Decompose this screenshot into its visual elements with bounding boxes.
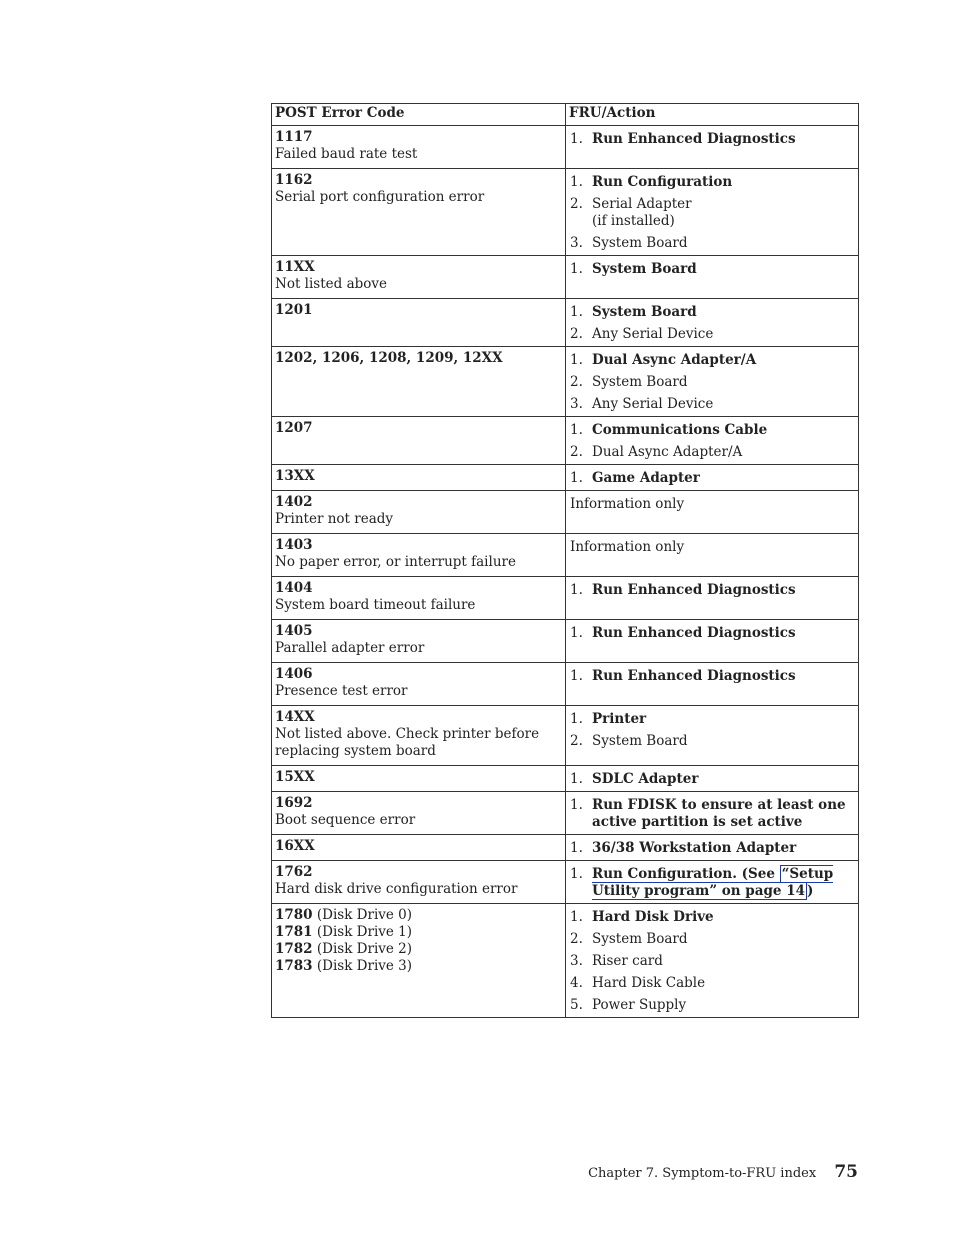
error-code-cell [272, 706, 566, 766]
action-number: 2. [570, 326, 583, 342]
error-code-cell [272, 835, 566, 861]
action-list [570, 909, 854, 1014]
fru-action-cell [566, 577, 859, 620]
action-text: System Board [592, 931, 688, 947]
action-text-suffix: ) [807, 883, 814, 899]
action-number: 2. [570, 444, 583, 460]
error-code-cell [272, 417, 566, 465]
action-number: 1. [570, 352, 583, 368]
action-number: 1. [570, 866, 583, 882]
action-list [570, 771, 854, 788]
table-row [272, 861, 859, 904]
error-code: 1405 [275, 623, 313, 639]
action-text: Dual Async Adapter/A [592, 444, 743, 460]
action-list [570, 174, 854, 252]
column-header-post-error-code: POST Error Code [272, 104, 566, 126]
action-list [570, 582, 854, 599]
error-description: Parallel adapter error [275, 640, 425, 656]
action-number: 2. [570, 733, 583, 749]
action-item [570, 975, 854, 992]
fru-action-cell [566, 835, 859, 861]
action-text: Serial Adapter (if installed) [592, 196, 692, 229]
action-text: Run Configuration [592, 174, 733, 190]
fru-action-cell [566, 663, 859, 706]
action-item [570, 174, 854, 191]
error-description: Boot sequence error [275, 812, 416, 828]
action-list [570, 261, 854, 278]
table-row [272, 299, 859, 347]
error-code: 1762 [275, 864, 313, 880]
action-number: 1. [570, 131, 583, 147]
fru-action-cell [566, 766, 859, 792]
fru-action-cell [566, 491, 859, 534]
action-number: 1. [570, 909, 583, 925]
error-code: 1117 [275, 129, 313, 145]
table-row [272, 620, 859, 663]
table-row [272, 792, 859, 835]
action-number: 3. [570, 953, 583, 969]
fru-action-cell [566, 299, 859, 347]
action-item [570, 733, 854, 750]
action-number: 1. [570, 840, 583, 856]
error-code: 1780 [275, 907, 313, 923]
chapter-title: Chapter 7. Symptom-to-FRU index [588, 1166, 817, 1181]
error-code: 15XX [275, 769, 315, 785]
error-code-cell [272, 792, 566, 835]
action-item [570, 797, 854, 831]
action-number: 3. [570, 235, 583, 251]
error-code: 13XX [275, 468, 315, 484]
error-code-line [275, 924, 562, 941]
action-item [570, 953, 854, 970]
action-text [592, 866, 854, 900]
action-item [570, 235, 854, 252]
action-text: Riser card [592, 953, 663, 969]
fru-action-cell [566, 534, 859, 577]
fru-action-cell [566, 904, 859, 1018]
action-list [570, 304, 854, 343]
fru-action-cell [566, 417, 859, 465]
action-number: 1. [570, 668, 583, 684]
error-code-line [275, 907, 562, 924]
table-row [272, 169, 859, 256]
error-code: 1201 [275, 302, 313, 318]
error-code-cell [272, 861, 566, 904]
action-text: System Board [592, 261, 697, 277]
error-code-label: (Disk Drive 3) [312, 958, 413, 974]
error-code-cell [272, 766, 566, 792]
error-code-cell [272, 577, 566, 620]
action-list [570, 131, 854, 148]
action-number: 1. [570, 304, 583, 320]
fru-action-cell [566, 465, 859, 491]
action-text: SDLC Adapter [592, 771, 699, 787]
table-row [272, 577, 859, 620]
information-only-text: Information only [570, 539, 685, 555]
action-item [570, 840, 854, 857]
error-code: 1404 [275, 580, 313, 596]
action-number: 2. [570, 931, 583, 947]
action-item [570, 422, 854, 439]
post-error-table [271, 103, 859, 1018]
table-row [272, 256, 859, 299]
action-list [570, 866, 854, 900]
error-code-cell [272, 169, 566, 256]
action-text: Hard Disk Cable [592, 975, 706, 991]
action-list [570, 840, 854, 857]
error-code: 1692 [275, 795, 313, 811]
action-list [570, 470, 854, 487]
table-row [272, 347, 859, 417]
table-row [272, 534, 859, 577]
action-number: 2. [570, 374, 583, 390]
action-list [570, 625, 854, 642]
action-number: 1. [570, 261, 583, 277]
error-code-line [275, 958, 562, 975]
error-code-cell [272, 534, 566, 577]
error-description: Not listed above. Check printer before replacing system board [275, 726, 540, 759]
action-number: 4. [570, 975, 583, 991]
action-item [570, 625, 854, 642]
error-description: Failed baud rate test [275, 146, 418, 162]
page-number: 75 [834, 1162, 858, 1182]
action-item [570, 771, 854, 788]
error-code: 1783 [275, 958, 313, 974]
error-code-label: (Disk Drive 2) [312, 941, 413, 957]
error-code-label: (Disk Drive 1) [312, 924, 413, 940]
action-number: 1. [570, 711, 583, 727]
error-code-line [275, 941, 562, 958]
action-list [570, 711, 854, 750]
fru-action-cell [566, 706, 859, 766]
action-item [570, 668, 854, 685]
error-code-cell [272, 126, 566, 169]
table-row [272, 766, 859, 792]
table-row [272, 706, 859, 766]
error-description: Hard disk drive configuration error [275, 881, 518, 897]
table-row [272, 491, 859, 534]
action-text: Run Enhanced Diagnostics [592, 625, 796, 641]
action-item [570, 131, 854, 148]
action-number: 1. [570, 797, 583, 813]
table-row [272, 835, 859, 861]
action-list [570, 352, 854, 413]
action-text: Run Enhanced Diagnostics [592, 131, 796, 147]
error-description: Not listed above [275, 276, 388, 292]
error-code-cell [272, 663, 566, 706]
action-number: 5. [570, 997, 583, 1013]
error-code: 1402 [275, 494, 313, 510]
action-number: 1. [570, 771, 583, 787]
fru-action-cell [566, 347, 859, 417]
action-text: System Board [592, 733, 688, 749]
error-code-cell [272, 620, 566, 663]
table-row [272, 663, 859, 706]
action-text: System Board [592, 304, 697, 320]
error-code-cell [272, 904, 566, 1018]
action-number: 1. [570, 174, 583, 190]
error-code-cell [272, 491, 566, 534]
error-code: 1207 [275, 420, 313, 436]
action-item [570, 196, 854, 230]
action-item [570, 261, 854, 278]
action-item [570, 909, 854, 926]
column-header-fru-action: FRU/Action [566, 104, 859, 126]
error-description: Presence test error [275, 683, 408, 699]
action-text: Run FDISK to ensure at least one active partition is set active [592, 797, 846, 830]
fru-action-cell [566, 169, 859, 256]
error-code: 1202, 1206, 1208, 1209, 12XX [275, 350, 503, 366]
error-code-cell [272, 299, 566, 347]
action-item [570, 866, 854, 900]
action-item [570, 582, 854, 599]
table-row [272, 126, 859, 169]
fru-action-cell [566, 792, 859, 835]
action-item [570, 711, 854, 728]
action-list [570, 797, 854, 831]
action-item [570, 470, 854, 487]
error-code-label: (Disk Drive 0) [312, 907, 413, 923]
setup-utility-link[interactable]: “Setup Utility program” on page 14 [592, 866, 834, 899]
table-row [272, 904, 859, 1018]
error-code: 1406 [275, 666, 313, 682]
action-text: Game Adapter [592, 470, 700, 486]
action-text: Run Enhanced Diagnostics [592, 582, 796, 598]
action-item [570, 444, 854, 461]
action-number: 2. [570, 196, 583, 212]
action-item [570, 997, 854, 1014]
error-code-cell [272, 256, 566, 299]
error-code: 1782 [275, 941, 313, 957]
error-description: Printer not ready [275, 511, 394, 527]
action-list [570, 422, 854, 461]
error-code: 16XX [275, 838, 315, 854]
action-number: 1. [570, 625, 583, 641]
error-code: 1781 [275, 924, 313, 940]
error-description: Serial port configuration error [275, 189, 485, 205]
fru-action-cell [566, 620, 859, 663]
action-text: Communications Cable [592, 422, 768, 438]
error-description: No paper error, or interrupt failure [275, 554, 516, 570]
error-code: 14XX [275, 709, 315, 725]
fru-action-cell [566, 861, 859, 904]
action-item [570, 326, 854, 343]
error-code: 1403 [275, 537, 313, 553]
action-item [570, 352, 854, 369]
action-text: Printer [592, 711, 647, 727]
table-row [272, 465, 859, 491]
action-text: Any Serial Device [592, 396, 714, 412]
action-text: Hard Disk Drive [592, 909, 714, 925]
action-text: System Board [592, 374, 688, 390]
action-text: Power Supply [592, 997, 687, 1013]
action-text-prefix: Run Configuration. (See [592, 866, 780, 882]
action-item [570, 931, 854, 948]
error-code-cell [272, 347, 566, 417]
fru-action-cell [566, 256, 859, 299]
action-item [570, 304, 854, 321]
action-text: Any Serial Device [592, 326, 714, 342]
error-code: 1162 [275, 172, 313, 188]
error-code-cell [272, 465, 566, 491]
action-number: 3. [570, 396, 583, 412]
action-list [570, 668, 854, 685]
error-code: 11XX [275, 259, 315, 275]
page-footer [588, 1162, 858, 1182]
table-row [272, 417, 859, 465]
action-number: 1. [570, 470, 583, 486]
action-item [570, 374, 854, 391]
information-only-text: Information only [570, 496, 685, 512]
action-text: System Board [592, 235, 688, 251]
fru-action-cell [566, 126, 859, 169]
table-header-row [272, 104, 859, 126]
action-number: 1. [570, 582, 583, 598]
error-description: System board timeout failure [275, 597, 476, 613]
action-number: 1. [570, 422, 583, 438]
action-item [570, 396, 854, 413]
action-text: Run Enhanced Diagnostics [592, 668, 796, 684]
action-text: 36/38 Workstation Adapter [592, 840, 797, 856]
action-text: Dual Async Adapter/A [592, 352, 757, 368]
